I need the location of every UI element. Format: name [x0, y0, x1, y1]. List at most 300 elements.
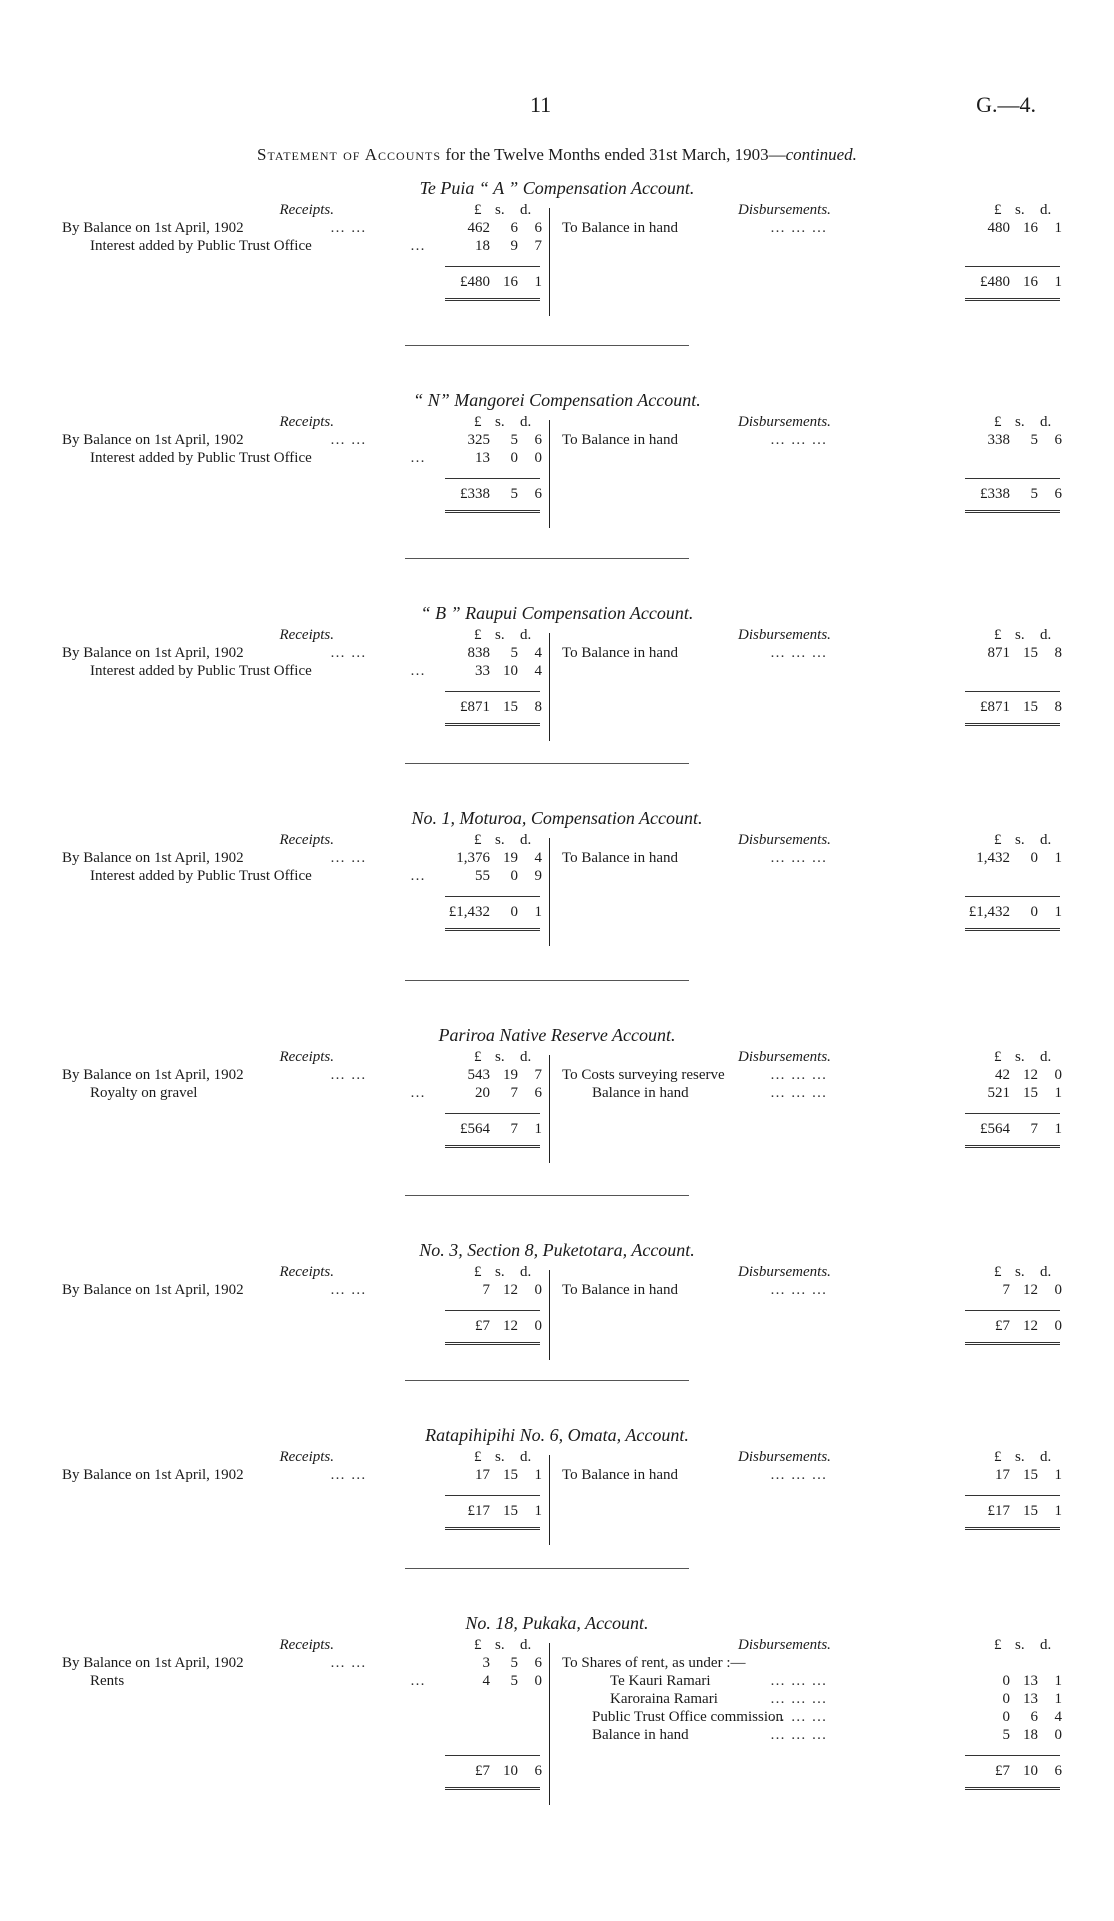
receipts-total-s: 15: [503, 1503, 518, 1519]
right-col-head-pounds: £: [994, 1637, 1002, 1653]
receipt-amount-pounds: 33: [475, 663, 490, 679]
disbursements-total-s: 5: [1030, 486, 1038, 502]
receipts-heading: Receipts.: [279, 832, 334, 848]
receipt-amount-d: 1: [534, 1467, 542, 1483]
disbursement-description: Karoraina Ramari: [610, 1691, 718, 1707]
disbursement-amount-pounds: 521: [987, 1085, 1010, 1101]
disbursement-description: To Shares of rent, as under :—: [562, 1655, 746, 1671]
left-col-head-pounds: £: [474, 1049, 482, 1065]
disbursement-amount-d: 1: [1054, 1467, 1062, 1483]
disbursement-amount-s: 0: [1030, 850, 1038, 866]
right-col-head-d: d.: [1040, 627, 1052, 643]
receipt-amount-d: 4: [534, 850, 542, 866]
disbursements-total-pounds: £17: [987, 1503, 1010, 1519]
receipts-total-d: 8: [534, 699, 542, 715]
disbursements-total-s: 10: [1023, 1763, 1038, 1779]
left-col-head-s: s.: [495, 414, 505, 430]
disbursement-amount-pounds: 871: [987, 645, 1010, 661]
disbursement-description: To Balance in hand: [562, 220, 678, 236]
receipts-total-pounds: £480: [460, 274, 490, 290]
disbursements-heading: Disbursements.: [738, 414, 831, 430]
leader-dots: … … …: [770, 645, 828, 661]
disbursement-amount-d: 8: [1054, 645, 1062, 661]
right-col-head-d: d.: [1040, 832, 1052, 848]
right-col-head-s: s.: [1015, 1049, 1025, 1065]
left-col-head-pounds: £: [474, 832, 482, 848]
right-col-head-s: s.: [1015, 627, 1025, 643]
receipts-subtotal-rule: [445, 1310, 540, 1311]
disbursement-description: To Balance in hand: [562, 432, 678, 448]
right-col-head-s: s.: [1015, 1264, 1025, 1280]
account-divider-line: [549, 838, 550, 946]
receipt-description: By Balance on 1st April, 1902: [62, 645, 244, 661]
receipt-amount-s: 12: [503, 1282, 518, 1298]
receipts-subtotal-rule: [445, 691, 540, 692]
leader-dots: … …: [330, 850, 367, 866]
disbursement-amount-s: 13: [1023, 1691, 1038, 1707]
receipts-total-d: 0: [534, 1318, 542, 1334]
receipts-total-d: 1: [534, 1121, 542, 1137]
leader-dots: … … …: [770, 1691, 828, 1707]
receipts-total-rule: [445, 928, 540, 931]
receipt-amount-pounds: 838: [467, 645, 490, 661]
disbursement-description: To Balance in hand: [562, 645, 678, 661]
section-separator: [405, 763, 689, 764]
receipt-amount-pounds: 462: [467, 220, 490, 236]
leader-dots: …: [410, 238, 426, 254]
leader-dots: … … …: [770, 1673, 828, 1689]
receipt-amount-s: 10: [503, 663, 518, 679]
right-col-head-s: s.: [1015, 1637, 1025, 1653]
receipt-amount-d: 7: [534, 1067, 542, 1083]
receipt-amount-pounds: 325: [467, 432, 490, 448]
receipts-total-s: 12: [503, 1318, 518, 1334]
account-title: No. 1, Moturoa, Compensation Account.: [411, 808, 703, 828]
receipts-total-d: 1: [534, 274, 542, 290]
left-col-head-d: d.: [520, 627, 532, 643]
account-title: “ B ” Raupui Compensation Account.: [420, 603, 694, 623]
receipt-amount-d: 4: [534, 645, 542, 661]
receipts-heading: Receipts.: [279, 627, 334, 643]
left-col-head-d: d.: [520, 1264, 532, 1280]
receipt-amount-pounds: 3: [482, 1655, 490, 1671]
section-separator: [405, 980, 689, 981]
disbursements-subtotal-rule: [965, 1495, 1060, 1496]
disbursement-amount-s: 15: [1023, 645, 1038, 661]
disbursements-heading: Disbursements.: [738, 202, 831, 218]
disbursements-total-pounds: £480: [980, 274, 1010, 290]
leader-dots: … … …: [770, 1709, 828, 1725]
receipts-total-pounds: £17: [467, 1503, 490, 1519]
disbursements-total-rule: [965, 1342, 1060, 1345]
receipt-description: Interest added by Public Trust Office: [90, 450, 312, 466]
disbursements-heading: Disbursements.: [738, 1049, 831, 1065]
account-divider-line: [549, 1055, 550, 1163]
page-header: [0, 92, 1114, 118]
disbursements-total-d: 1: [1054, 904, 1062, 920]
right-col-head-s: s.: [1015, 832, 1025, 848]
leader-dots: … …: [330, 220, 367, 236]
disbursement-description: Balance in hand: [592, 1727, 689, 1743]
receipt-amount-pounds: 543: [467, 1067, 490, 1083]
disbursements-total-d: 1: [1054, 1503, 1062, 1519]
disbursement-description: To Balance in hand: [562, 850, 678, 866]
receipts-total-s: 5: [510, 486, 518, 502]
receipts-total-s: 15: [503, 699, 518, 715]
disbursement-description: Public Trust Office commission: [592, 1709, 783, 1725]
left-col-head-d: d.: [520, 832, 532, 848]
receipts-total-pounds: £564: [460, 1121, 490, 1137]
left-col-head-pounds: £: [474, 627, 482, 643]
left-col-head-pounds: £: [474, 414, 482, 430]
leader-dots: … …: [330, 1467, 367, 1483]
disbursement-description: To Costs surveying reserve: [562, 1067, 725, 1083]
right-col-head-s: s.: [1015, 414, 1025, 430]
leader-dots: … … …: [770, 432, 828, 448]
disbursement-amount-pounds: 0: [1002, 1673, 1010, 1689]
right-col-head-pounds: £: [994, 832, 1002, 848]
disbursements-total-pounds: £1,432: [968, 904, 1010, 920]
receipts-total-pounds: £7: [475, 1763, 490, 1779]
receipts-heading: Receipts.: [279, 1637, 334, 1653]
account-title: Ratapihipihi No. 6, Omata, Account.: [425, 1425, 689, 1445]
account-title: No. 18, Pukaka, Account.: [465, 1613, 649, 1633]
disbursements-total-rule: [965, 1527, 1060, 1530]
left-col-head-pounds: £: [474, 1264, 482, 1280]
leader-dots: … … …: [770, 1467, 828, 1483]
left-col-head-pounds: £: [474, 202, 482, 218]
left-col-head-pounds: £: [474, 1449, 482, 1465]
receipts-heading: Receipts.: [279, 1449, 334, 1465]
receipt-amount-s: 19: [503, 850, 518, 866]
receipts-subtotal-rule: [445, 1495, 540, 1496]
receipt-description: By Balance on 1st April, 1902: [62, 1655, 244, 1671]
disbursements-total-rule: [965, 1787, 1060, 1790]
disbursements-heading: Disbursements.: [738, 1264, 831, 1280]
disbursements-total-rule: [965, 928, 1060, 931]
receipts-heading: Receipts.: [279, 1264, 334, 1280]
disbursement-amount-pounds: 480: [987, 220, 1010, 236]
right-col-head-d: d.: [1040, 1449, 1052, 1465]
disbursement-amount-pounds: 42: [995, 1067, 1010, 1083]
receipt-description: Interest added by Public Trust Office: [90, 238, 312, 254]
right-col-head-d: d.: [1040, 1637, 1052, 1653]
receipt-amount-pounds: 4: [482, 1673, 490, 1689]
receipt-description: By Balance on 1st April, 1902: [62, 1282, 244, 1298]
disbursements-heading: Disbursements.: [738, 1449, 831, 1465]
receipts-total-rule: [445, 1527, 540, 1530]
receipts-total-s: 16: [503, 274, 518, 290]
disbursements-total-rule: [965, 723, 1060, 726]
statement-suffix: continued.: [785, 145, 857, 164]
left-col-head-d: d.: [520, 202, 532, 218]
receipt-description: By Balance on 1st April, 1902: [62, 220, 244, 236]
right-col-head-pounds: £: [994, 1264, 1002, 1280]
receipts-total-s: 0: [510, 904, 518, 920]
disbursements-subtotal-rule: [965, 1113, 1060, 1114]
disbursement-description: To Balance in hand: [562, 1282, 678, 1298]
right-col-head-s: s.: [1015, 1449, 1025, 1465]
disbursement-amount-s: 6: [1030, 1709, 1038, 1725]
receipt-description: Interest added by Public Trust Office: [90, 663, 312, 679]
receipts-total-pounds: £1,432: [448, 904, 490, 920]
receipts-total-rule: [445, 298, 540, 301]
disbursements-total-pounds: £871: [980, 699, 1010, 715]
leader-dots: … …: [330, 1067, 367, 1083]
left-col-head-d: d.: [520, 1449, 532, 1465]
disbursement-amount-d: 1: [1054, 1085, 1062, 1101]
account-divider-line: [549, 208, 550, 316]
right-col-head-pounds: £: [994, 627, 1002, 643]
section-separator: [405, 1195, 689, 1196]
leader-dots: …: [410, 450, 426, 466]
receipt-amount-pounds: 55: [475, 868, 490, 884]
left-col-head-s: s.: [495, 1049, 505, 1065]
receipt-amount-s: 5: [510, 1655, 518, 1671]
right-col-head-d: d.: [1040, 202, 1052, 218]
receipt-amount-s: 0: [510, 868, 518, 884]
disbursement-amount-pounds: 5: [1002, 1727, 1010, 1743]
receipt-amount-pounds: 1,376: [456, 850, 490, 866]
left-col-head-d: d.: [520, 414, 532, 430]
section-separator: [405, 558, 689, 559]
disbursement-amount-d: 0: [1054, 1067, 1062, 1083]
receipt-amount-pounds: 17: [475, 1467, 490, 1483]
leader-dots: … …: [330, 1282, 367, 1298]
receipt-amount-d: 7: [534, 238, 542, 254]
disbursements-total-d: 1: [1054, 1121, 1062, 1137]
disbursements-total-s: 15: [1023, 699, 1038, 715]
disbursement-amount-d: 4: [1054, 1709, 1062, 1725]
receipt-amount-s: 0: [510, 450, 518, 466]
receipt-amount-d: 0: [534, 450, 542, 466]
account-divider-line: [549, 1643, 550, 1805]
receipts-subtotal-rule: [445, 266, 540, 267]
leader-dots: … …: [330, 1655, 367, 1671]
disbursement-amount-pounds: 1,432: [976, 850, 1010, 866]
receipt-amount-s: 15: [503, 1467, 518, 1483]
receipt-amount-pounds: 13: [475, 450, 490, 466]
disbursements-total-rule: [965, 298, 1060, 301]
page-reference: G.—4.: [976, 92, 1036, 117]
disbursement-amount-s: 18: [1023, 1727, 1038, 1743]
disbursements-total-s: 12: [1023, 1318, 1038, 1334]
receipt-amount-d: 4: [534, 663, 542, 679]
receipts-total-rule: [445, 723, 540, 726]
disbursement-amount-s: 15: [1023, 1467, 1038, 1483]
left-col-head-s: s.: [495, 1637, 505, 1653]
disbursements-total-pounds: £564: [980, 1121, 1010, 1137]
disbursements-total-d: 8: [1054, 699, 1062, 715]
left-col-head-s: s.: [495, 832, 505, 848]
receipt-amount-d: 6: [534, 432, 542, 448]
leader-dots: … …: [330, 432, 367, 448]
receipt-amount-s: 19: [503, 1067, 518, 1083]
receipts-total-rule: [445, 1787, 540, 1790]
disbursements-total-d: 0: [1054, 1318, 1062, 1334]
statement-prefix: Statement of Accounts: [257, 145, 442, 164]
disbursements-total-pounds: £7: [995, 1318, 1010, 1334]
disbursements-total-d: 6: [1054, 1763, 1062, 1779]
receipts-total-pounds: £871: [460, 699, 490, 715]
leader-dots: … … …: [770, 1282, 828, 1298]
receipts-total-d: 6: [534, 486, 542, 502]
receipt-description: Interest added by Public Trust Office: [90, 868, 312, 884]
leader-dots: … … …: [770, 1085, 828, 1101]
receipts-heading: Receipts.: [279, 414, 334, 430]
disbursement-amount-s: 16: [1023, 220, 1038, 236]
receipt-amount-d: 6: [534, 1655, 542, 1671]
disbursements-heading: Disbursements.: [738, 832, 831, 848]
receipts-total-d: 6: [534, 1763, 542, 1779]
receipt-amount-d: 0: [534, 1282, 542, 1298]
disbursement-amount-d: 0: [1054, 1727, 1062, 1743]
leader-dots: …: [410, 868, 426, 884]
receipt-amount-pounds: 7: [482, 1282, 490, 1298]
receipt-amount-pounds: 20: [475, 1085, 490, 1101]
disbursements-subtotal-rule: [965, 1755, 1060, 1756]
receipts-total-s: 7: [510, 1121, 518, 1137]
disbursements-subtotal-rule: [965, 896, 1060, 897]
disbursements-total-s: 7: [1030, 1121, 1038, 1137]
leader-dots: … …: [330, 645, 367, 661]
leader-dots: …: [410, 1085, 426, 1101]
receipts-total-d: 1: [534, 1503, 542, 1519]
disbursements-total-s: 16: [1023, 274, 1038, 290]
disbursement-amount-pounds: 0: [1002, 1709, 1010, 1725]
disbursements-subtotal-rule: [965, 1310, 1060, 1311]
disbursements-subtotal-rule: [965, 478, 1060, 479]
disbursement-description: Te Kauri Ramari: [610, 1673, 711, 1689]
right-col-head-d: d.: [1040, 414, 1052, 430]
disbursement-amount-d: 1: [1054, 1673, 1062, 1689]
account-title: “ N” Mangorei Compensation Account.: [413, 390, 701, 410]
disbursement-amount-d: 1: [1054, 850, 1062, 866]
left-col-head-pounds: £: [474, 1637, 482, 1653]
disbursements-total-d: 1: [1054, 274, 1062, 290]
disbursement-amount-pounds: 7: [1002, 1282, 1010, 1298]
receipt-description: Rents: [90, 1673, 125, 1689]
disbursements-total-pounds: £7: [995, 1763, 1010, 1779]
disbursements-subtotal-rule: [965, 691, 1060, 692]
section-separator: [405, 1380, 689, 1381]
section-separator: [405, 1568, 689, 1569]
receipts-total-pounds: £7: [475, 1318, 490, 1334]
leader-dots: … … …: [770, 1067, 828, 1083]
receipts-total-rule: [445, 510, 540, 513]
receipt-amount-s: 9: [510, 238, 518, 254]
account-title: Te Puia “ A ” Compensation Account.: [419, 178, 695, 198]
left-col-head-d: d.: [520, 1637, 532, 1653]
receipt-description: By Balance on 1st April, 1902: [62, 432, 244, 448]
account-divider-line: [549, 1270, 550, 1360]
left-col-head-d: d.: [520, 1049, 532, 1065]
receipts-heading: Receipts.: [279, 1049, 334, 1065]
account-title: Pariroa Native Reserve Account.: [438, 1025, 676, 1045]
disbursements-total-s: 15: [1023, 1503, 1038, 1519]
left-col-head-s: s.: [495, 1264, 505, 1280]
right-col-head-pounds: £: [994, 1049, 1002, 1065]
receipt-amount-pounds: 18: [475, 238, 490, 254]
right-col-head-s: s.: [1015, 202, 1025, 218]
page-number: 11: [530, 92, 552, 117]
statement-middle: for the Twelve Months ended 31st March, 1903—: [445, 145, 786, 164]
section-separator: [405, 345, 689, 346]
receipt-amount-s: 5: [510, 645, 518, 661]
receipt-amount-s: 7: [510, 1085, 518, 1101]
receipt-amount-d: 6: [534, 1085, 542, 1101]
receipt-description: Royalty on gravel: [90, 1085, 198, 1101]
disbursements-subtotal-rule: [965, 266, 1060, 267]
disbursement-amount-s: 15: [1023, 1085, 1038, 1101]
right-col-head-pounds: £: [994, 414, 1002, 430]
left-col-head-s: s.: [495, 202, 505, 218]
left-col-head-s: s.: [495, 627, 505, 643]
statement-heading: [0, 145, 1114, 165]
leader-dots: … … …: [770, 850, 828, 866]
receipts-total-rule: [445, 1145, 540, 1148]
receipt-amount-s: 5: [510, 1673, 518, 1689]
right-col-head-pounds: £: [994, 202, 1002, 218]
disbursements-total-d: 6: [1054, 486, 1062, 502]
receipts-total-pounds: £338: [460, 486, 490, 502]
receipts-subtotal-rule: [445, 1113, 540, 1114]
receipts-total-d: 1: [534, 904, 542, 920]
receipt-description: By Balance on 1st April, 1902: [62, 1067, 244, 1083]
disbursements-total-s: 0: [1030, 904, 1038, 920]
receipt-description: By Balance on 1st April, 1902: [62, 850, 244, 866]
disbursement-description: Balance in hand: [592, 1085, 689, 1101]
leader-dots: … … …: [770, 220, 828, 236]
disbursement-amount-pounds: 338: [987, 432, 1010, 448]
disbursement-amount-d: 6: [1054, 432, 1062, 448]
disbursement-amount-d: 1: [1054, 220, 1062, 236]
disbursements-heading: Disbursements.: [738, 1637, 831, 1653]
disbursement-description: To Balance in hand: [562, 1467, 678, 1483]
receipt-amount-s: 6: [510, 220, 518, 236]
receipt-description: By Balance on 1st April, 1902: [62, 1467, 244, 1483]
receipt-amount-d: 6: [534, 220, 542, 236]
receipts-total-rule: [445, 1342, 540, 1345]
receipts-heading: Receipts.: [279, 202, 334, 218]
disbursement-amount-s: 12: [1023, 1067, 1038, 1083]
disbursements-heading: Disbursements.: [738, 627, 831, 643]
disbursements-total-pounds: £338: [980, 486, 1010, 502]
account-title: No. 3, Section 8, Puketotara, Account.: [419, 1240, 695, 1260]
account-divider-line: [549, 633, 550, 741]
left-col-head-s: s.: [495, 1449, 505, 1465]
receipts-total-s: 10: [503, 1763, 518, 1779]
receipt-amount-d: 0: [534, 1673, 542, 1689]
disbursement-amount-s: 12: [1023, 1282, 1038, 1298]
leader-dots: …: [410, 1673, 426, 1689]
account-divider-line: [549, 1455, 550, 1545]
disbursement-amount-s: 5: [1030, 432, 1038, 448]
disbursements-total-rule: [965, 510, 1060, 513]
disbursement-amount-s: 13: [1023, 1673, 1038, 1689]
receipt-amount-s: 5: [510, 432, 518, 448]
right-col-head-d: d.: [1040, 1049, 1052, 1065]
leader-dots: … … …: [770, 1727, 828, 1743]
leader-dots: …: [410, 663, 426, 679]
receipt-amount-d: 9: [534, 868, 542, 884]
disbursement-amount-d: 1: [1054, 1691, 1062, 1707]
account-divider-line: [549, 420, 550, 528]
right-col-head-pounds: £: [994, 1449, 1002, 1465]
right-col-head-d: d.: [1040, 1264, 1052, 1280]
disbursements-total-rule: [965, 1145, 1060, 1148]
disbursement-amount-pounds: 0: [1002, 1691, 1010, 1707]
